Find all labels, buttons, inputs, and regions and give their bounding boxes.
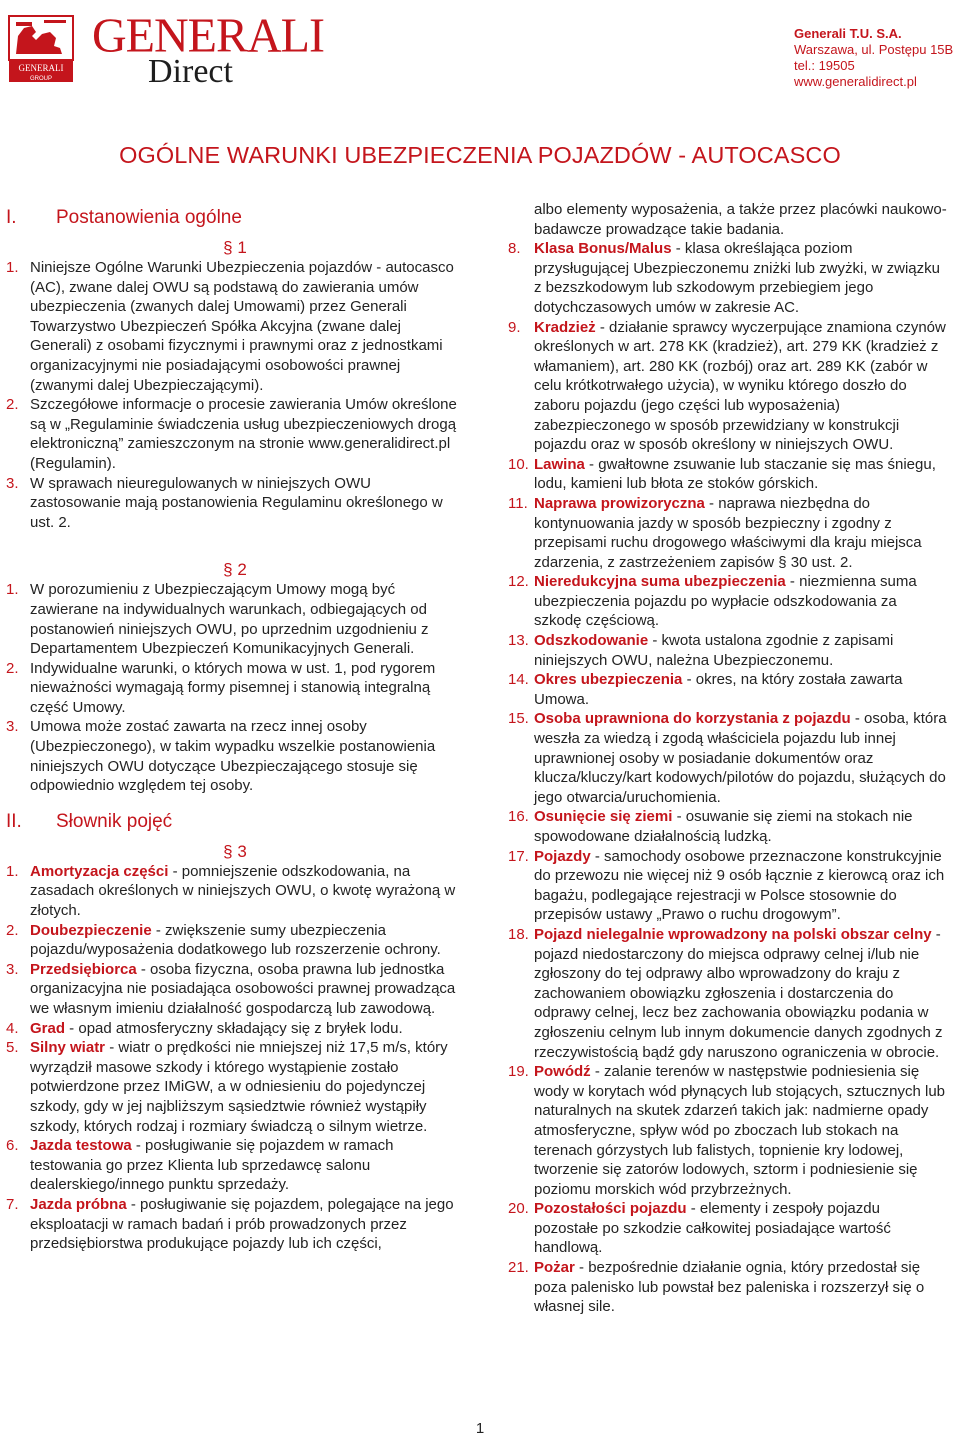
- list-item: [6, 580, 464, 658]
- list-item: [508, 239, 948, 317]
- item-number: 3.: [6, 474, 19, 492]
- list-item: [6, 1019, 464, 1039]
- item-text: [534, 670, 948, 709]
- defined-term: Przedsiębiorca: [30, 960, 137, 978]
- item-text: [30, 395, 464, 473]
- item-number: 17.: [508, 847, 529, 865]
- logo-subtitle: Direct: [148, 53, 233, 90]
- item-number: 21.: [508, 1259, 529, 1277]
- item-text: [30, 921, 464, 960]
- item-text: [30, 659, 464, 718]
- item-number: 20.: [508, 1200, 529, 1218]
- svg-text:GROUP: GROUP: [29, 76, 53, 82]
- defined-term: Odszkodowanie: [534, 632, 649, 650]
- list-item: [6, 258, 464, 395]
- item-number: 8.: [508, 240, 521, 258]
- list-item: [508, 572, 948, 631]
- item-number: 12.: [508, 573, 529, 591]
- definition-text: - elementy i zespoły pojazdu pozostałe po szkodzie całkowitej posiadające wartość handlową.: [534, 1200, 891, 1257]
- company-info: [794, 26, 953, 90]
- page-number: 1: [475, 1420, 485, 1437]
- definition-text: - posługiwanie się pojazdem w ramach testowania go przez Klienta lub sprzedawcę salonu dealerskiego/innego punktu sprzedaży.: [30, 1137, 394, 1194]
- section-number: II.: [6, 810, 22, 832]
- list-item: [6, 960, 464, 1019]
- defined-term: Amortyzacja części: [30, 862, 169, 880]
- lion-emblem-icon: [6, 14, 76, 84]
- defined-term: Jazda testowa: [30, 1137, 132, 1155]
- section-number: I.: [6, 207, 17, 228]
- item-text: [30, 474, 464, 533]
- item-number: 3.: [6, 960, 19, 978]
- item-number: 19.: [508, 1063, 529, 1081]
- svg-text:GENERALI: GENERALI: [18, 63, 64, 73]
- list-item: [508, 494, 948, 572]
- item-number: 4.: [6, 1019, 19, 1037]
- defined-term: Pojazdy: [534, 847, 591, 865]
- definition-text: - kwota ustalona zgodnie z zapisami niniejszych OWU, należna Ubezpieczonemu.: [534, 632, 894, 669]
- list-item: [6, 659, 464, 718]
- defined-term: Nieredukcyjna suma ubezpieczenia: [534, 573, 786, 591]
- definition-text: - zalanie terenów w następstwie podniesienia się wody w korytach wód płynących lub stojących, sztucznych lub naturalnych na skutek zdarzeń takich jak: nadmierne opady atmosferyczne, spływ wód po zboczach lub stokach na terenach górzystych lub falistych, topnienie kry lodowej, tworzenie się zatorów lodowych, sztorm i podniesienie się poziomu morskich wód przybrzeżnych.: [534, 1063, 946, 1198]
- company-address: Warszawa, ul. Postępu 15B: [794, 42, 954, 57]
- list-item: [508, 847, 948, 925]
- document-title: OGÓLNE WARUNKI UBEZPIECZENIA POJAZDÓW - AUTOCASCO: [119, 142, 841, 168]
- item-text: [30, 1136, 464, 1195]
- item-text: [534, 709, 948, 807]
- item-number: 2.: [6, 659, 19, 677]
- definition-text: - okres, na który została zawarta Umowa.: [534, 671, 903, 708]
- definitions-list-left: [6, 862, 464, 1254]
- definition-text: - wiatr o prędkości nie mniejszej niż 17,5 m/s, który wyrządził masowe szkody i którego wystąpienie zostało potwierdzone przez IMiGW, a w odniesieniu do pojedynczej szkody, gdy w jej najbliższym sąsiedztwie również wystąpiły szkody, których rodzaj i rozmiary świadczą o silnym wietrze.: [30, 1039, 448, 1135]
- item-text: [30, 717, 464, 795]
- list-item: [6, 862, 464, 921]
- item-number: 13.: [508, 632, 529, 650]
- defined-term: Naprawa prowizoryczna: [534, 494, 705, 512]
- definition-text: - klasa określająca poziom przysługującej Ubezpieczonemu zniżki lub zwyżki, w związku z bezszkodowym lub szkodowym przebiegiem jego dotychczasowych umów w zakresie AC.: [534, 240, 940, 316]
- definition-text: - bezpośrednie działanie ognia, który przedostał się poza palenisko lub powstał bez paleniska i rozszerzył się o własnej sile.: [534, 1259, 925, 1316]
- definition-text: - samochody osobowe przeznaczone konstrukcyjnie do przewozu nie więcej niż 9 osób łącznie z kierowcą oraz ich bagażu, podlegające rejestracji w Polsce stosownie do przepisów ustawy „Prawo o ruchu drogowym”.: [534, 847, 945, 924]
- item-text: [534, 239, 948, 317]
- list-item: [508, 1199, 948, 1258]
- defined-term: Powódź: [534, 1063, 591, 1081]
- paragraph-heading: § 1: [223, 238, 247, 257]
- company-phone: tel.: 19505: [794, 58, 855, 73]
- item-number: 9.: [508, 318, 521, 336]
- list-item: [6, 1136, 464, 1195]
- item-number: 1.: [6, 581, 19, 599]
- item-text: [30, 862, 464, 921]
- defined-term: Pozostałości pojazdu: [534, 1200, 687, 1218]
- section-heading: [6, 810, 464, 834]
- item-text: [534, 572, 948, 631]
- definition-text: W sprawach nieuregulowanych w niniejszych OWU zastosowanie mają postanowienia Regulaminu określonego w ust. 2.: [30, 474, 443, 531]
- item-number: 11.: [508, 494, 528, 512]
- definition-text: - działanie sprawcy wyczerpujące znamiona czynów określonych w art. 278 KK (kradzież), art. 279 KK (kradzież z włamaniem), art. 280 KK (rozbój) oraz art. 289 KK (zabór w celu krótkotrwałego użycia), w wyniku którego doszło do zaboru pojazdu (jego części lub wyposażenia) zabezpieczonego w sposób przewidziany w konstrukcji pojazdu oraz w sposób określony w niniejszych OWU.: [534, 318, 946, 454]
- defined-term: Jazda próbna: [30, 1195, 127, 1213]
- defined-term: Doubezpieczenie: [30, 921, 152, 939]
- defined-term: Grad: [30, 1019, 66, 1037]
- item-number: 2.: [6, 396, 19, 414]
- item-text: [30, 258, 464, 395]
- definition-text: W porozumieniu z Ubezpieczającym Umowy mogą być zawierane na indywidualnych warunkach, odbiegających od postanowień niniejszych OWU, po uprzednim uzgodnieniu z Departamentem Ubezpieczeń Komunikacyjnych Generali.: [30, 581, 429, 658]
- item-text: [534, 318, 948, 455]
- definition-continuation: albo elementy wyposażenia, a także przez placówki naukowo-badawcze prowadzące takie badania.: [534, 201, 947, 238]
- definition-text: - niezmienna suma ubezpieczenia pojazdu po wypłacie odszkodowania za szkodę częściową.: [534, 573, 917, 630]
- item-text: [534, 925, 948, 1062]
- item-text: [534, 1199, 948, 1258]
- left-column: [6, 200, 464, 1254]
- list-item: [508, 925, 948, 1062]
- item-text: [30, 1019, 464, 1039]
- section-title: Słownik pojęć: [56, 810, 173, 832]
- item-text: [30, 580, 464, 658]
- item-number: 7.: [6, 1195, 19, 1213]
- definition-text: - opad atmosferyczny składający się z bryłek lodu.: [65, 1019, 403, 1037]
- item-number: 16.: [508, 808, 529, 826]
- item-text: [30, 1195, 464, 1254]
- logo-wordmark: GENERALI: [92, 8, 324, 63]
- definition-text: - pojazd niedostarczony do miejsca odprawy celnej i/lub nie zgłoszony do tej odprawy albo wprowadzony do kraju z zachowaniem obowiązku zgłoszenia i dostarczenia do odprawy celnej, lecz bez zachowania obowiązku podania w zgłoszeniu celnym lub innym dokumencie danych zgodnych z rzeczywistością bądź gdy naruszono ograniczenia w obrocie.: [534, 925, 943, 1061]
- definition-text: - pomniejszenie odszkodowania, na zasadach określonych w niniejszych OWU, o kwotę wyrażoną w złotych.: [30, 862, 456, 920]
- item-number: 14.: [508, 671, 529, 689]
- definition-text: - zwiększenie sumy ubezpieczenia pojazdu/wyposażenia dodatkowego lub rozszerzenie ochrony.: [30, 921, 441, 959]
- item-text: [30, 960, 464, 1019]
- generali-lion-emblem: [6, 14, 76, 84]
- item-number: 5.: [6, 1039, 19, 1057]
- item-text: [534, 807, 948, 846]
- definition-text: - posługiwanie się pojazdem, polegające na jego eksploatacji w ramach badań i prób prowadzonych przez przedsiębiorstwa produkujące pojazdy lub ich części,: [30, 1195, 454, 1253]
- item-text: [30, 1038, 464, 1136]
- item-number: 2.: [6, 921, 19, 939]
- defined-term: Kradzież: [534, 318, 596, 336]
- paragraph-2-list: [6, 580, 464, 796]
- definition-text: - osuwanie się ziemi na stokach nie spowodowane działalnością ludzką.: [534, 808, 913, 845]
- list-item: [508, 670, 948, 709]
- item-number: 1.: [6, 259, 19, 276]
- list-item: [508, 709, 948, 807]
- item-number: 18.: [508, 925, 529, 943]
- paragraph-1-list: [6, 258, 464, 532]
- right-column: [508, 200, 948, 1317]
- company-name: Generali T.U. S.A.: [794, 26, 902, 41]
- defined-term: Osoba uprawniona do korzystania z pojazdu: [534, 710, 851, 728]
- list-item: [6, 395, 464, 473]
- section-title: Postanowienia ogólne: [56, 207, 242, 228]
- definition-text: - naprawa niezbędna do kontynuowania jazdy w sposób bezpieczny i zgodny z przepisami ruchu drogowego właściwymi dla kraju miejsca zdarzenia, z zastrzeżeniem zapisów § 30 ust. 2.: [534, 494, 922, 571]
- list-item: [6, 474, 464, 533]
- list-item: [508, 807, 948, 846]
- defined-term: Osunięcie się ziemi: [534, 808, 673, 826]
- list-item: [6, 717, 464, 795]
- item-number: 6.: [6, 1137, 19, 1155]
- defined-term: Lawina: [534, 455, 585, 473]
- list-item: [508, 318, 948, 455]
- list-item: [508, 631, 948, 670]
- defined-term: Silny wiatr: [30, 1039, 106, 1057]
- company-website: www.generalidirect.pl: [794, 74, 917, 89]
- definition-text: Szczegółowe informacje o procesie zawierania Umów określone są w „Regulaminie świadczenia usług ubezpieczeniowych drogą elektroniczną” zamieszczonym na stronie www.generalidirect.pl (Regulamin).: [30, 396, 457, 472]
- item-text: [534, 494, 948, 572]
- defined-term: Okres ubezpieczenia: [534, 671, 683, 689]
- item-text: [534, 1258, 948, 1317]
- definition-text: Niniejsze Ogólne Warunki Ubezpieczenia pojazdów - autocasco (AC), zwane dalej OWU są podstawą do zawierania umów ubezpieczenia (zwanych dalej Umowami) przez Generali Towarzystwo Ubezpieczeń Spółka Akcyjna (zwane dalej Generali) z osobami fizycznymi i prawnymi oraz z jednostkami organizacyjnymi nie posiadającymi osobowości prawnej (zwanymi dalej Ubezpieczającymi).: [30, 259, 454, 394]
- list-item: [508, 1062, 948, 1199]
- definition-text: - osoba, która weszła za wiedzą i zgodą właściciela pojazdu lub innej uprawnionej osoby w posiadanie dokumentów oraz klucza/kluczy/kart kodowych/pilotów do pojazdu, służących do jego otwarcia/uruchomienia.: [534, 710, 947, 806]
- list-item: [6, 1195, 464, 1254]
- list-item: [6, 921, 464, 960]
- list-item: [508, 455, 948, 494]
- item-text: [534, 847, 948, 925]
- definition-text: - osoba fizyczna, osoba prawna lub jednostka organizacyjna nie posiadająca osobowości prawnej prowadząca we własnym imieniu działalność gospodarczą lub zawodową.: [30, 960, 456, 1017]
- defined-term: Klasa Bonus/Malus: [534, 240, 672, 258]
- list-item: [508, 1258, 948, 1317]
- item-number: 10.: [508, 455, 529, 473]
- item-text: [534, 1062, 948, 1199]
- list-item: [6, 1038, 464, 1136]
- defined-term: Pojazd nielegalnie wprowadzony na polski obszar celny: [534, 925, 932, 943]
- item-text: [534, 455, 948, 494]
- definition-text: - gwałtowne zsuwanie lub staczanie się mas śniegu, lodu, kamieni lub błota ze stoków górskich.: [534, 455, 936, 493]
- definition-text: Indywidualne warunki, o których mowa w ust. 1, pod rygorem nieważności wymagają formy pisemnej i stanowią integralną część Umowy.: [30, 659, 436, 716]
- item-number: 3.: [6, 718, 19, 736]
- defined-term: Pożar: [534, 1259, 575, 1277]
- paragraph-heading: § 3: [223, 841, 247, 861]
- item-text: [534, 631, 948, 670]
- definition-text: Umowa może zostać zawarta na rzecz innej osoby (Ubezpieczonego), w takim wypadku wszelkie postanowienia niniejszych OWU dotyczące Ubezpieczającego stosuje się odpowiednio względem tej osoby.: [30, 718, 436, 795]
- definitions-list-right: [508, 239, 948, 1317]
- section-heading: [6, 206, 464, 230]
- paragraph-heading: § 2: [223, 560, 247, 580]
- item-number: 1.: [6, 862, 19, 880]
- item-number: 15.: [508, 710, 529, 728]
